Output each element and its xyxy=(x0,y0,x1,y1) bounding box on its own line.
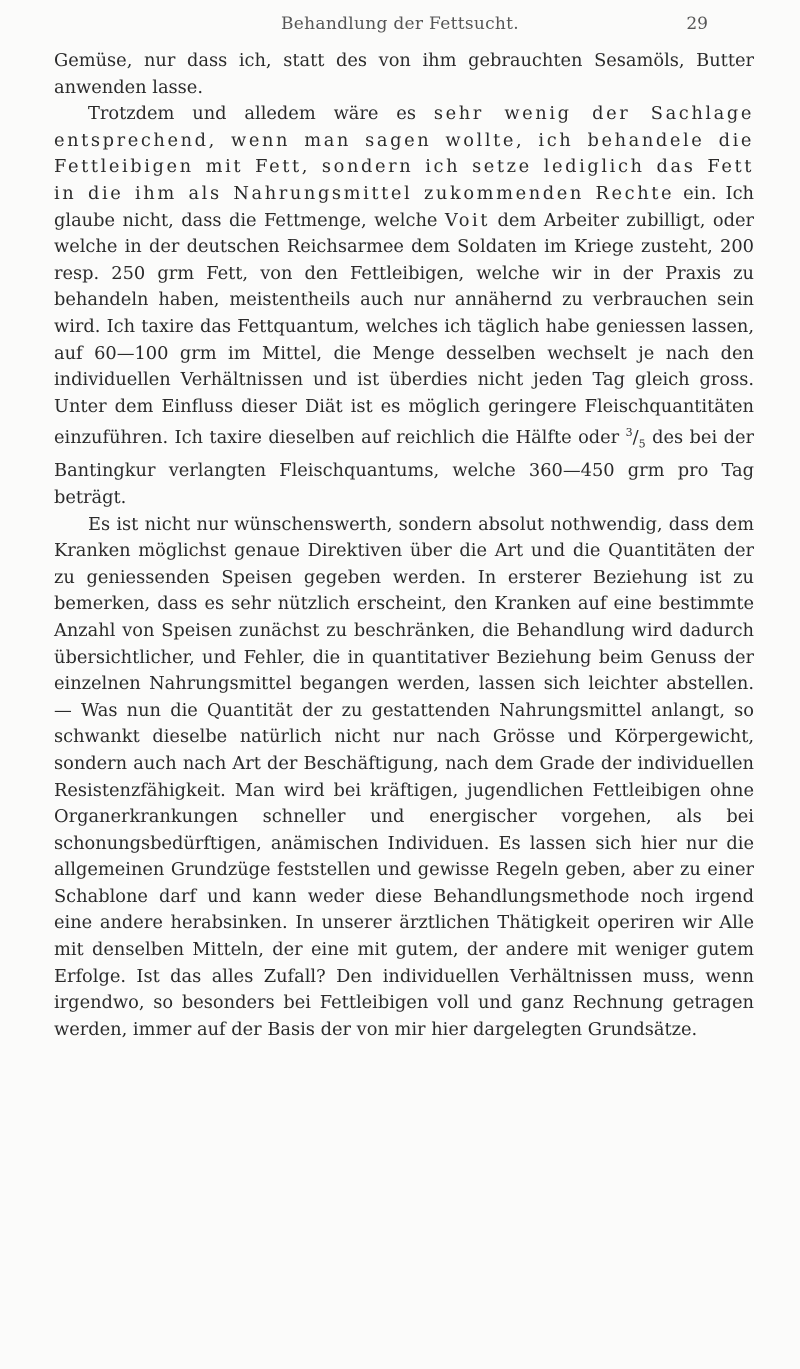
body-text xyxy=(54,48,754,1043)
paragraph-3 xyxy=(54,512,754,1044)
page-header xyxy=(0,14,800,44)
text-run: ein. Ich glaube nicht, dass die Fettmenge, welche xyxy=(54,182,754,231)
text-run: des bei der Bantingkur verlangten Fleischquantums, welche 360—450 grm pro Tag beträgt. xyxy=(54,427,754,508)
spaced-text: sehr wenig der Sachlage entsprechend, wenn man sagen wollte, ich behandele die Fettleibigen mit Fett, sondern ich setze lediglich das Fett in die ihm als Nahrungsmittel zukommenden Rechte xyxy=(54,103,754,204)
paragraph-1 xyxy=(54,48,754,101)
fraction: $^3/_5$ xyxy=(625,426,646,451)
spaced-text: Voit xyxy=(444,209,491,231)
text-run: Es ist nicht nur wünschenswerth, sondern absolut nothwendig, dass dem Kranken möglichst genaue Direktiven über die Art und die Quantitäten der zu geniessenden Speisen gegeben werden. In ersterer Beziehung ist zu bemerken, dass es sehr nützlich erscheint, den Kranken auf eine bestimmte Anzahl von Speisen zunächst zu beschränken, die Behandlung wird dadurch übersichtlicher, und Fehler, die in quantitativer Beziehung beim Genuss der einzelnen Nahrungsmittel begangen werden, lassen sich leichter abstellen. — Was nun die Quantität der zu gestattenden Nahrungsmittel anlangt, so schwankt dieselbe natürlich nicht nur nach Grösse und Körpergewicht, sondern auch nach Art der Beschäftigung, nach dem Grade der individuellen Resistenzfähigkeit. Man wird bei kräftigen, jugendlichen Fettleibigen ohne Organerkrankungen schneller und energischer vorgehen, als bei schonungsbedürftigen, anämischen Individuen. Es lassen sich hier nur die allgemeinen Grundzüge feststellen und gewisse Regeln geben, aber zu einer Schablone darf und kann weder diese Behandlungsmethode noch irgend eine andere herabsinken. In unserer ärztlichen Thätigkeit operiren wir Alle mit denselben Mitteln, der eine mit gutem, der andere mit weniger gutem Erfolge. Ist das alles Zufall? Den individuellen Verhältnissen muss, wenn irgendwo, so besonders bei Fettleibigen voll und ganz Rechnung getragen werden, immer auf der Basis der von mir hier dargelegten Grundsätze. xyxy=(54,513,754,1040)
text-run: Trotzdem und alledem wäre es xyxy=(88,103,434,125)
text-run: dem Arbeiter zubilligt, oder welche in der deutschen Reichsarmee dem Soldaten im Kriege zusteht, 200 resp. 250 grm Fett, von den Fettleibigen, welche wir in der Praxis zu behandeln haben, meistentheils auch nur annähernd zu verbrauchen sein wird. Ich taxire das Fettquantum, welches ich täglich habe geniessen lassen, auf 60—100 grm im Mittel, die Menge desselben wechselt je nach den individuellen Verhältnissen und ist überdies nicht jeden Tag gleich gross. Unter dem Einfluss dieser Diät ist es möglich geringere Fleischquantitäten einzuführen. Ich taxire dieselben auf reichlich die Hälfte oder xyxy=(54,209,754,449)
paragraph-2 xyxy=(54,101,754,511)
text-run: Gemüse, nur dass ich, statt des von ihm gebrauchten Sesamöls, Butter anwenden lasse. xyxy=(54,50,754,98)
running-title: Behandlung der Fettsucht. xyxy=(280,14,520,34)
page-number: 29 xyxy=(686,14,708,34)
